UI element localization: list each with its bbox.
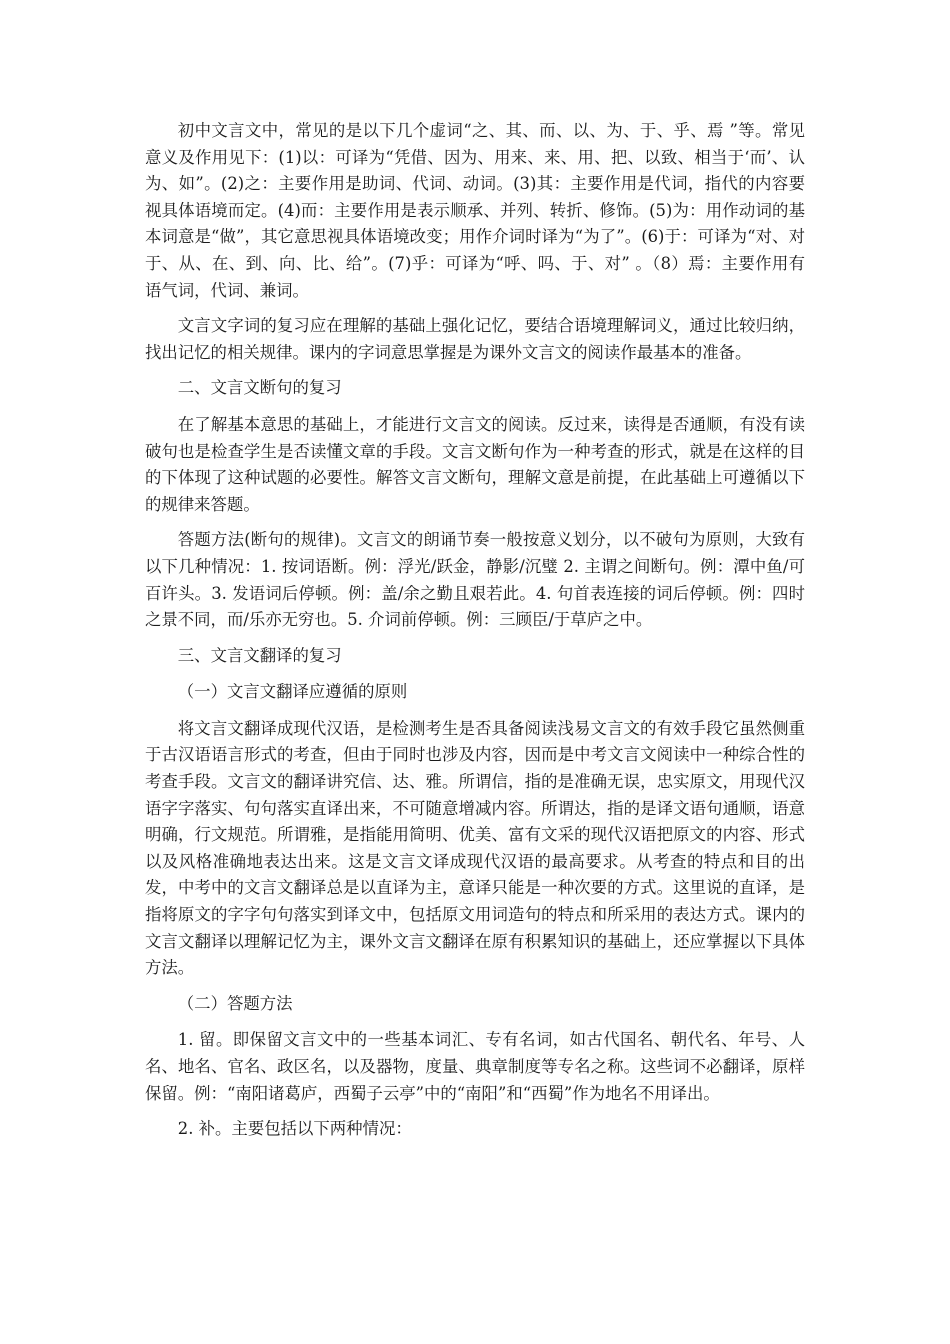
section-heading-translation: 三、文言文翻译的复习: [177, 645, 342, 665]
subheading-answer-methods: （二）答题方法: [177, 993, 293, 1013]
paragraph-punctuation-rules: 答题方法(断句的规律)。文言文的朗诵节奏一般按意义划分，以不破句为原则，大致有以下几种情况：1. 按词语断。例：浮光/跃金，静影/沉璧 2. 主谓之间断句。例：潭中鱼/可百许头。3. 发语词后停顿。例：盖/余之勤且艰若此。4. 句首表连接的词后停顿。例：四时之景不同，而/乐亦无穷也。5. 介词前停顿。例：三顾臣/于草庐之中。: [145, 530, 805, 630]
paragraph-method-supplement: 2. 补。主要包括以下两种情况：: [177, 1119, 412, 1139]
paragraph-punctuation-intro: 在了解基本意思的基础上，才能进行文言文的阅读。反过来，读得是否通顺，有没有读破句也是检查学生是否读懂文章的手段。文言文断句作为一种考查的形式，就是在这样的目的下体现了这种试题的必要性。解答文言文断句，理解文意是前提，在此基础上可遵循以下的规律来答题。: [145, 414, 805, 514]
document-page: [145, 118, 805, 1152]
paragraph-method-keep: 1. 留。即保留文言文中的一些基本词汇、专有名词，如古代国名、朝代名、年号、人名、地名、官名、政区名，以及器物，度量、典章制度等专名之称。这些词不必翻译，原样保留。例：“南阳诸葛庐，西蜀子云亭”中的“南阳”和“西蜀”作为地名不用译出。: [145, 1030, 805, 1103]
subheading-translation-principles: （一）文言文翻译应遵循的原则: [177, 682, 408, 702]
paragraph-word-review: 文言文字词的复习应在理解的基础上强化记忆，要结合语境理解词义，通过比较归纳，找出记忆的相关规律。课内的字词意思掌握是为课外文言文的阅读作最基本的准备。: [145, 316, 805, 362]
section-heading-punctuation: 二、文言文断句的复习: [177, 378, 342, 398]
paragraph-function-words: 初中文言文中，常见的是以下几个虚词“之、其、而、以、为、于、乎、焉 ”等。常见意义及作用见下：(1)以：可译为“凭借、因为、用来、来、用、把、以致、相当于‘而’、认为、如”。(2)之：主要作用是助词、代词、动词。(3)其：主要作用是代词，指代的内容要视具体语境而定。(4)而：主要作用是表示顺承、并列、转折、修饰。(5)为：用作动词的基本词意是“做”，其它意思视具体语境改变；用作介词时译为“为了”。(6)于：可译为“对、对于、从、在、到、向、比、给”。(7)乎：可译为“呼、吗、于、对” 。（8）焉：主要作用有语气词，代词、兼词。: [145, 121, 805, 300]
paragraph-translation-principles: 将文言文翻译成现代汉语，是检测考生是否具备阅读浅易文言文的有效手段它虽然侧重于古汉语语言形式的考查，但由于同时也涉及内容，因而是中考文言文阅读中一种综合性的考查手段。文言文的翻译讲究信、达、雅。所谓信，指的是准确无误，忠实原文，用现代汉语字字落实、句句落实直译出来，不可随意增减内容。所谓达，指的是译文语句通顺，语意明确，行文规范。所谓雅，是指能用简明、优美、富有文采的现代汉语把原文的内容、形式以及风格准确地表达出来。这是文言文译成现代汉语的最高要求。从考查的特点和目的出发，中考中的文言文翻译总是以直译为主，意译只能是一种次要的方式。这里说的直译，是指将原文的字字句句落实到译文中，包括原文用词造句的特点和所采用的表达方式。课内的文言文翻译以理解记忆为主，课外文言文翻译在原有积累知识的基础上，还应掌握以下具体方法。: [145, 718, 805, 978]
